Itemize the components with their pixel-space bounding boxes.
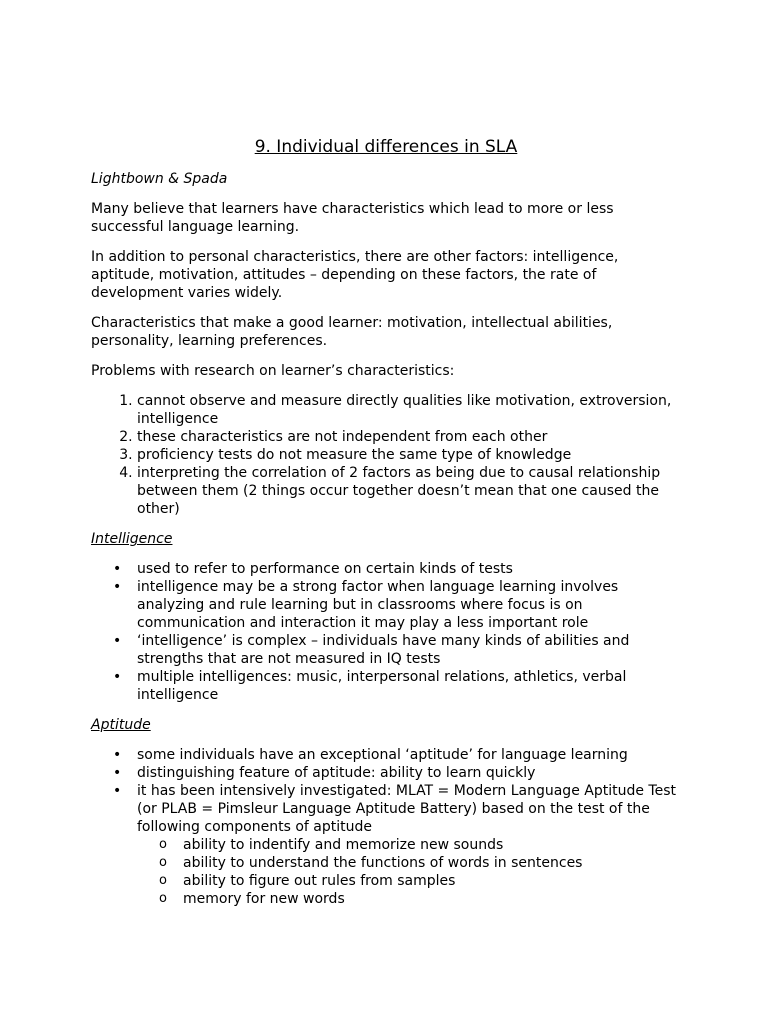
- list-item: [113, 782, 681, 908]
- list-item-text: intelligence may be a strong factor when language learning involves analyzing and rule learning but in classrooms where focus is on communication and interaction it may play a less important role: [137, 579, 619, 631]
- source-citation: Lightbown & Spada: [91, 171, 228, 187]
- sub-list-item: [159, 836, 681, 854]
- list-item: [113, 560, 681, 578]
- list-item-text: ‘intelligence’ is complex – individuals have many kinds of abilities and strengths that are not measured in IQ tests: [137, 633, 630, 667]
- list-item: 1. cannot observe and measure directly qualities like motivation, extroversion, intelligence: [137, 392, 681, 428]
- sub-bullet-icon: o: [159, 837, 167, 852]
- document-title: 9. Individual differences in SLA: [254, 137, 518, 157]
- list-item: [113, 668, 681, 704]
- sub-list-item-text: ability to understand the functions of words in sentences: [183, 855, 583, 871]
- sub-list-item-text: ability to figure out rules from samples: [183, 873, 456, 889]
- sub-list-item: [159, 872, 681, 890]
- list-item: [113, 632, 681, 668]
- bullet-icon: •: [113, 579, 122, 595]
- intelligence-list: [91, 560, 681, 704]
- list-item: [113, 746, 681, 764]
- bullet-icon: •: [113, 561, 122, 577]
- list-item: 2. these characteristics are not independent from each other: [137, 428, 681, 446]
- problems-list: [91, 392, 681, 518]
- list-item: 4. interpreting the correlation of 2 factors as being due to causal relationship between them (2 things occur together doesn’t mean that one caused the other): [137, 464, 681, 518]
- sub-list-item-text: ability to indentify and memorize new sounds: [183, 837, 504, 853]
- bullet-icon: •: [113, 747, 122, 763]
- list-item-text: multiple intelligences: music, interpersonal relations, athletics, verbal intelligence: [137, 669, 627, 703]
- sub-list-item-text: memory for new words: [183, 891, 345, 907]
- paragraph-problems-intro: Problems with research on learner’s characteristics:: [91, 363, 455, 379]
- list-item-text: some individuals have an exceptional ‘aptitude’ for language learning: [137, 747, 628, 763]
- list-item-text: used to refer to performance on certain kinds of tests: [137, 561, 513, 577]
- list-item-text: it has been intensively investigated: MLAT = Modern Language Aptitude Test (or PLAB = Pimsleur Language Aptitude Battery) based on the test of the following components of aptitude: [137, 783, 676, 835]
- sub-bullet-icon: o: [159, 873, 167, 888]
- list-item: [113, 578, 681, 632]
- sub-bullet-icon: o: [159, 891, 167, 906]
- paragraph-factors: In addition to personal characteristics, there are other factors: intelligence, aptitude, motivation, attitudes – depending on these factors, the rate of development varies widely.: [91, 249, 619, 301]
- sub-bullet-icon: o: [159, 855, 167, 870]
- aptitude-components-list: [137, 836, 681, 908]
- paragraph-good-learner: Characteristics that make a good learner: motivation, intellectual abilities, personality, learning preferences.: [91, 315, 613, 349]
- bullet-icon: •: [113, 783, 122, 799]
- bullet-icon: •: [113, 633, 122, 649]
- sub-list-item: [159, 890, 681, 908]
- list-item: 3. proficiency tests do not measure the same type of knowledge: [137, 446, 681, 464]
- section-heading-aptitude: Aptitude: [91, 717, 151, 733]
- sub-list-item: [159, 854, 681, 872]
- document-page: [91, 136, 681, 920]
- bullet-icon: •: [113, 669, 122, 685]
- list-item-text: distinguishing feature of aptitude: ability to learn quickly: [137, 765, 536, 781]
- paragraph-intro: Many believe that learners have characteristics which lead to more or less successful language learning.: [91, 201, 614, 235]
- aptitude-list: [91, 746, 681, 908]
- list-item: [113, 764, 681, 782]
- bullet-icon: •: [113, 765, 122, 781]
- section-heading-intelligence: Intelligence: [91, 531, 173, 547]
